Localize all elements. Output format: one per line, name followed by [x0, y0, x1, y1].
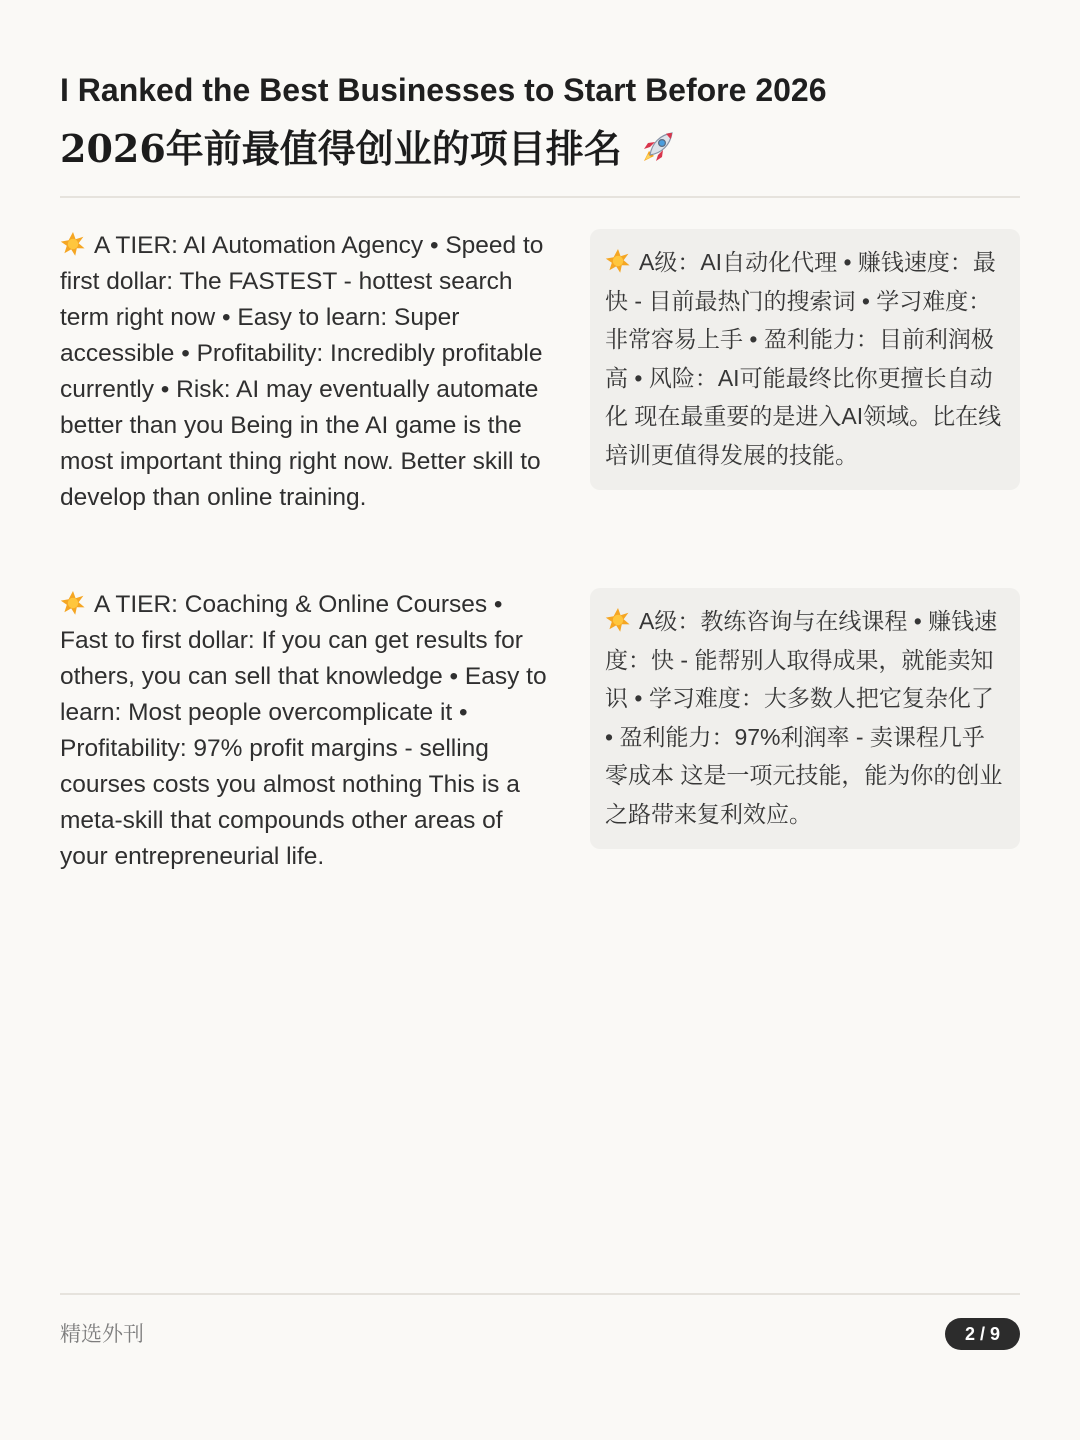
- chinese-text: A级：教练咨询与在线课程 • 赚钱速度：快 - 能帮别人取得成果，就能卖知识 • 学习难度：大多数人把它复杂化了 • 盈利能力：97%利润率 - 卖课程几乎零成本 这是一项元技能，能为你的创业之路带来复利效应。: [605, 608, 1003, 827]
- english-paragraph: [60, 587, 552, 875]
- header-divider: [60, 196, 1020, 198]
- page-title-english: I Ranked the Best Businesses to Start Before 2026: [60, 72, 827, 108]
- star-icon: [60, 231, 86, 257]
- chinese-text: A级：AI自动化代理 • 赚钱速度：最快 - 目前最热门的搜索词 • 学习难度：非常容易上手 • 盈利能力：目前利润极高 • 风险：AI可能最终比你更擅长自动化 现在最重要的是进入AI领域。比在线培训更值得发展的技能。: [605, 249, 1002, 468]
- english-paragraph: [60, 228, 552, 516]
- page-title-chinese-row: [60, 124, 1020, 174]
- chinese-translation-card: [590, 588, 1020, 849]
- english-text: A TIER: Coaching & Online Courses • Fast to first dollar: If you can get results for others, you can sell that knowledge • Easy to learn: Most people overcomplicate it • Profitability: 97% profit margins - selling courses costs you almost nothing This is a meta-skill that compounds other areas of your entrepreneurial life.: [60, 591, 547, 870]
- star-icon: [605, 607, 631, 633]
- footer-divider: [60, 1293, 1020, 1295]
- rocket-icon: [636, 129, 676, 169]
- chinese-translation-card: [590, 229, 1020, 490]
- star-icon: [60, 590, 86, 616]
- star-icon: [605, 248, 631, 274]
- page: [60, 0, 1020, 1440]
- page-indicator-badge: 2 / 9: [945, 1318, 1020, 1350]
- footer-brand: 精选外刊: [60, 1323, 144, 1346]
- english-text: A TIER: AI Automation Agency • Speed to first dollar: The FASTEST - hottest search term right now • Easy to learn: Super accessible • Profitability: Incredibly profitable currently • Risk: AI may eventually automate better than you Being in the AI game is the most important thing right now. Better skill to develop than online training.: [60, 232, 544, 511]
- page-title-chinese: 2026年前最值得创业的项目排名: [60, 126, 622, 171]
